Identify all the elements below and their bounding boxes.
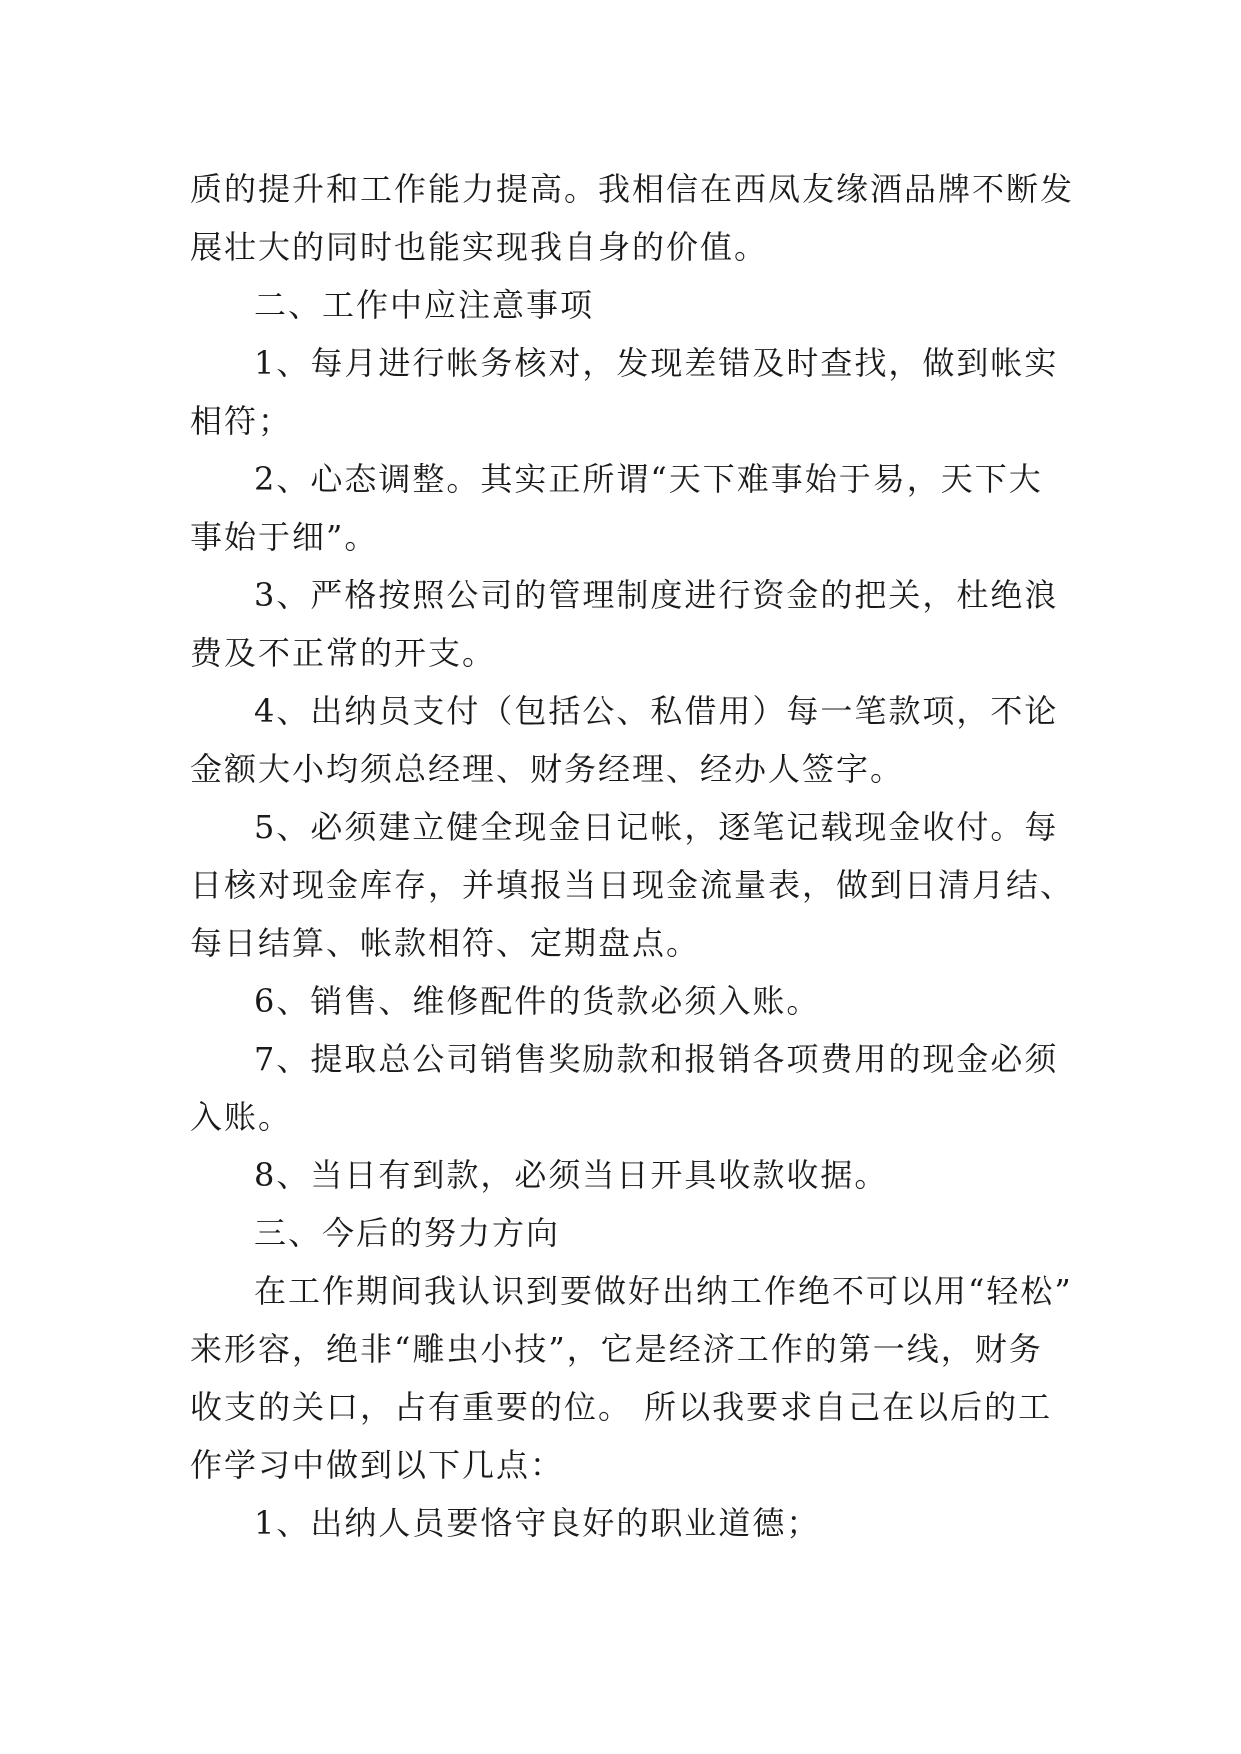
text-line: 费及不正常的开支。 bbox=[190, 634, 497, 672]
list-item-line: 3、严格按照公司的管理制度进行资金的把关，杜绝浪 bbox=[254, 576, 1059, 614]
text-line: 每日结算、帐款相符、定期盘点。 bbox=[190, 924, 701, 962]
text-line: 入账。 bbox=[190, 1098, 293, 1136]
section-heading: 二、工作中应注意事项 bbox=[254, 286, 595, 324]
text-line: 事始于细”。 bbox=[190, 518, 379, 556]
text-line: 相符； bbox=[190, 402, 293, 440]
list-item-line: 1、每月进行帐务核对，发现差错及时查找，做到帐实 bbox=[254, 344, 1059, 382]
list-item-line: 2、心态调整。其实正所谓“天下难事始于易，天下大 bbox=[254, 460, 1043, 498]
document-body bbox=[190, 160, 1075, 1552]
text-line: 金额大小均须总经理、财务经理、经办人签字。 bbox=[190, 750, 905, 788]
list-item-line: 7、提取总公司销售奖励款和报销各项费用的现金必须 bbox=[254, 1040, 1059, 1078]
text-line: 收支的关口，占有重要的位。 所以我要求自己在以后的工 bbox=[190, 1388, 1053, 1426]
text-line: 质的提升和工作能力提高。我相信在西凤友缘酒品牌不断发 bbox=[190, 170, 1075, 208]
list-item-line: 5、必须建立健全现金日记帐，逐笔记载现金收付。每 bbox=[254, 808, 1059, 846]
list-item-line: 1、出纳人员要恪守良好的职业道德； bbox=[254, 1504, 821, 1542]
list-item-line: 4、出纳员支付（包括公、私借用）每一笔款项，不论 bbox=[254, 692, 1059, 730]
text-line: 作学习中做到以下几点： bbox=[190, 1446, 565, 1484]
text-line: 日核对现金库存，并填报当日现金流量表，做到日清月结、 bbox=[190, 866, 1075, 904]
list-item-line: 6、销售、维修配件的货款必须入账。 bbox=[254, 982, 821, 1020]
text-line: 来形容，绝非“雕虫小技”，它是经济工作的第一线，财务 bbox=[190, 1330, 1043, 1368]
section-heading: 三、今后的努力方向 bbox=[254, 1214, 561, 1252]
list-item-line: 8、当日有到款，必须当日开具收款收据。 bbox=[254, 1156, 889, 1194]
paragraph-line: 在工作期间我认识到要做好出纳工作绝不可以用“轻松” bbox=[254, 1272, 1073, 1310]
text-line: 展壮大的同时也能实现我自身的价值。 bbox=[190, 228, 769, 266]
